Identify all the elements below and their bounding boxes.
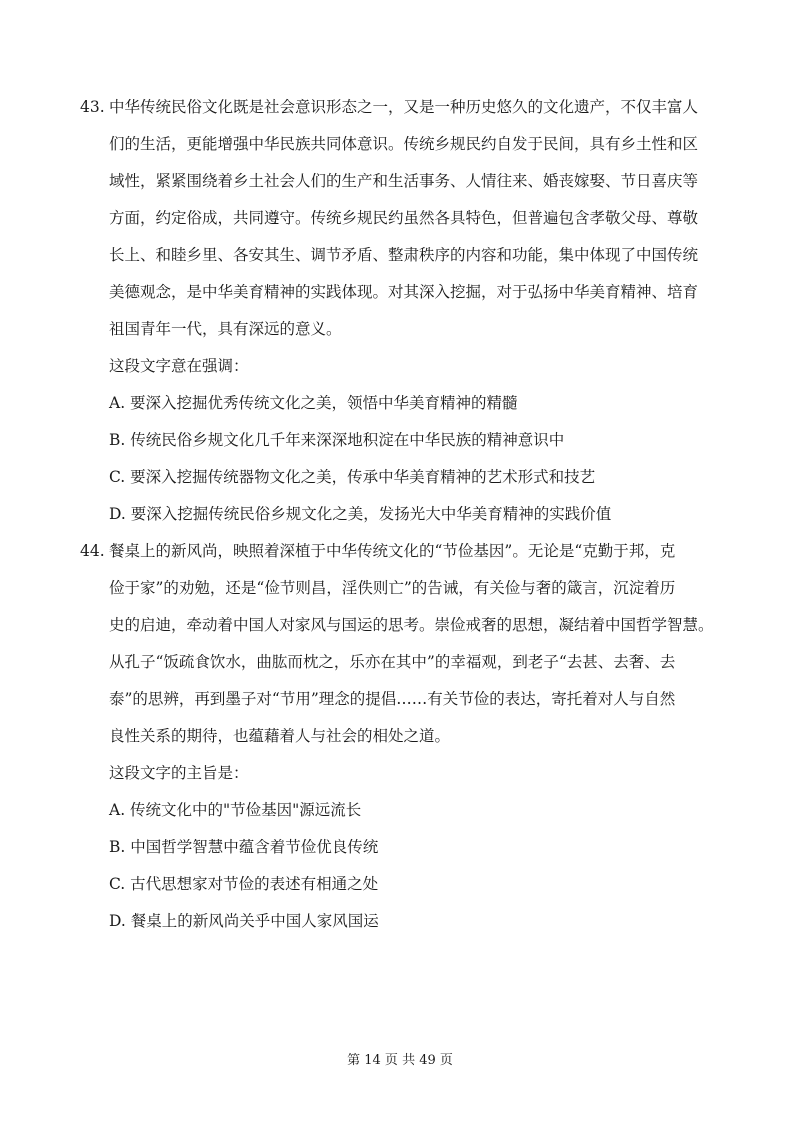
passage-line: 从孔子“饭疏食饮水，曲肱而枕之，乐亦在其中”的幸福观，到老子“去甚、去奢、去: [109, 653, 676, 671]
page-footer: 第 14 页 共 49 页: [347, 1053, 453, 1068]
option-d: D. 餐桌上的新风尚关乎中国人家风国运: [109, 912, 379, 930]
option-a: A. 传统文化中的"节俭基因"源远流长: [109, 801, 362, 819]
passage-line: 祖国青年一代，具有深远的意义。: [109, 320, 342, 338]
passage-line: 长上、和睦乡里、各安其生、调节矛盾、整肃秩序的内容和功能，集中体现了中国传统: [109, 246, 699, 264]
option-b: B. 中国哲学智慧中蕴含着节俭优良传统: [109, 838, 379, 856]
passage-line: 俭于家”的劝勉，还是“俭节则昌，淫佚则亡”的告诫，有关俭与奢的箴言，沉淀着历: [109, 579, 676, 597]
passage-line: 餐桌上的新风尚，映照着深植于中华传统文化的“节俭基因”。无论是“克勤于邦，克: [109, 542, 676, 560]
question-number: 44.: [80, 542, 105, 560]
question-prompt: 这段文字意在强调：: [109, 357, 249, 375]
passage-line: 美德观念，是中华美育精神的实践体现。对其深入挖掘，对于弘扬中华美育精神、培育: [109, 283, 699, 301]
option-c: C. 要深入挖掘传统器物文化之美，传承中华美育精神的艺术形式和技艺: [109, 468, 596, 486]
question-number: 43.: [80, 98, 105, 116]
passage-line: 们的生活，更能增强中华民族共同体意识。传统乡规民约自发于民间，具有乡土性和区: [109, 135, 699, 153]
option-b: B. 传统民俗乡规文化几千年来深深地积淀在中华民族的精神意识中: [109, 431, 565, 449]
passage-line: 域性，紧紧围绕着乡土社会人们的生产和生活事务、人情往来、婚丧嫁娶、节日喜庆等: [109, 172, 699, 190]
passage-line: 史的启迪，牵动着中国人对家风与国运的思考。崇俭戒奢的思想，凝结着中国哲学智慧。: [109, 616, 714, 634]
option-d: D. 要深入挖掘传统民俗乡规文化之美，发扬光大中华美育精神的实践价值: [109, 505, 612, 523]
passage-line: 泰”的思辨，再到墨子对“节用”理念的提倡……有关节俭的表达，寄托着对人与自然: [109, 690, 676, 708]
passage-line: 良性关系的期待，也蕴藉着人与社会的相处之道。: [109, 727, 451, 745]
option-c: C. 古代思想家对节俭的表述有相通之处: [109, 875, 379, 893]
question-prompt: 这段文字的主旨是：: [109, 764, 249, 782]
passage-line: 中华传统民俗文化既是社会意识形态之一，又是一种历史悠久的文化遗产，不仅丰富人: [109, 98, 699, 116]
passage-line: 方面，约定俗成，共同遵守。传统乡规民约虽然各具特色，但普遍包含孝敬父母、尊敬: [109, 209, 699, 227]
option-a: A. 要深入挖掘优秀传统文化之美，领悟中华美育精神的精髓: [109, 394, 518, 412]
